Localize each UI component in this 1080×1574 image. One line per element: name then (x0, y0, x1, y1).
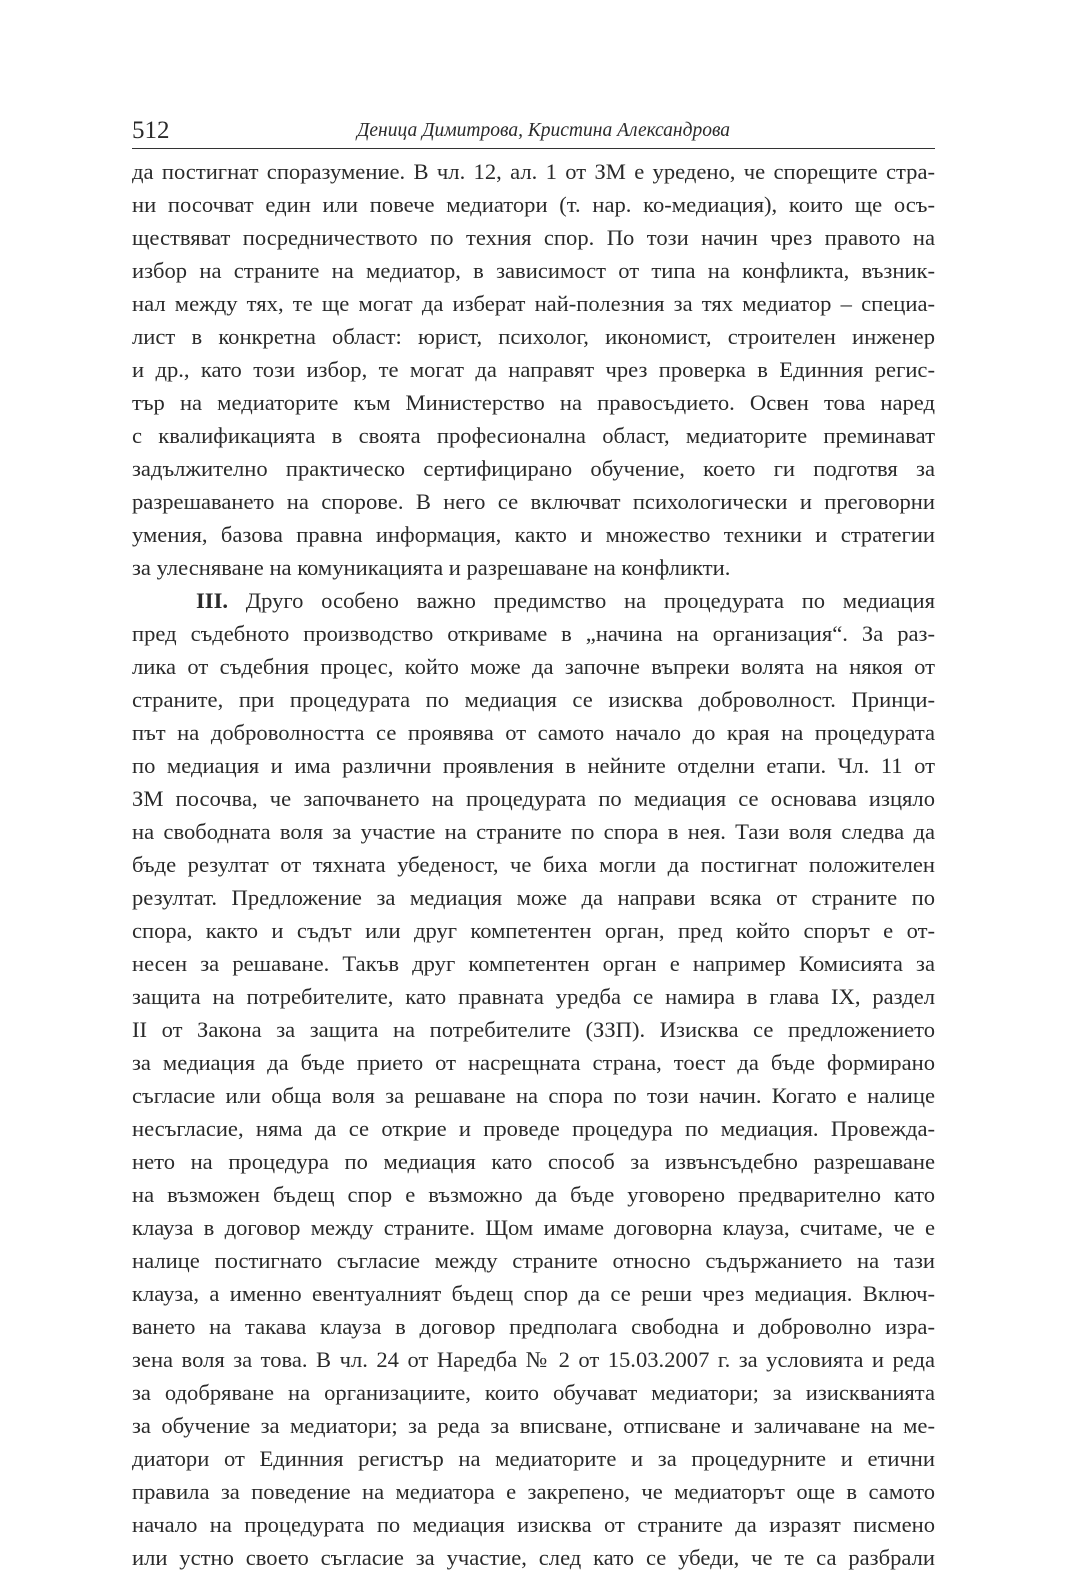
page-number: 512 (132, 117, 170, 144)
text-line: нето на процедура по медиация като способ за извънсъдебно разрешаване (132, 1149, 935, 1174)
text-line: на свободната воля за участие на страните по спора в нея. Тази воля следва да (132, 819, 935, 844)
text-line: разрешаването на спорове. В него се включват психологически и преговорни (132, 489, 935, 514)
text-line: ни посочват един или повече медиатори (т. нар. ко-медиация), които ще осъ- (132, 192, 935, 217)
text-line: ването на такава клауза в договор предполага свободна и доброволно изра- (132, 1314, 935, 1339)
text-line: с квалификацията в своята професионална област, медиаторите преминават (132, 423, 935, 448)
text-line: за медиация да бъде прието от насрещната страна, тоест да бъде формирано (132, 1050, 935, 1075)
text-line: клауза в договор между страните. Щом имаме договорна клауза, считаме, че е (132, 1215, 935, 1240)
text-line: за одобряване на организациите, които обучават медиатори; за изискванията (132, 1380, 935, 1405)
text-line: бъде резултат от тяхната убеденост, че биха могли да постигнат положителен (132, 852, 935, 877)
text-line: ЗМ посочва, че започването на процедурата по медиация се основава изцяло (132, 786, 935, 811)
text-line: път на доброволността се проявява от самото начало до края на процедурата (132, 720, 935, 745)
text-line: нал между тях, те ще могат да изберат най-полезния за тях медиатор – специа- (132, 291, 935, 316)
body-text (132, 155, 935, 1574)
text-line: по медиация и има различни проявления в нейните отделни етапи. Чл. 11 от (132, 753, 935, 778)
text-line: диатори от Единния регистър на медиаторите и за процедурните и етични (132, 1446, 935, 1471)
text-line: клауза, а именно евентуалният бъдещ спор да се реши чрез медиация. Включ- (132, 1281, 935, 1306)
section-numeral: III. (196, 588, 229, 613)
text-line: умения, базова правна информация, както и множество техники и стратегии (132, 522, 935, 547)
text-line: пред съдебното производство откриваме в „начина на организация“. За раз- (132, 621, 935, 646)
text-line: лист в конкретна област: юрист, психолог, икономист, строителен инженер (132, 324, 935, 349)
text-line: и др., като този избор, те могат да направят чрез проверка в Единния регис- (132, 357, 935, 382)
text-line: за обучение за медиатори; за реда за вписване, отписване и заличаване на ме- (132, 1413, 935, 1438)
text-line: защита на потребителите, като правната уредба се намира в глава IX, раздел (132, 984, 935, 1009)
text-line: или устно своето съгласие за участие, след като се убеди, че те са разбрали (132, 1545, 935, 1570)
text-line: страните, при процедурата по медиация се изисква доброволност. Принци- (132, 687, 935, 712)
text-line: съгласие или обща воля за решаване на спора по този начин. Когато е налице (132, 1083, 935, 1108)
text-line: зена воля за това. В чл. 24 от Наредба № 2 от 15.03.2007 г. за условията и реда (132, 1347, 935, 1372)
text-line: несен за решаване. Такъв друг компетентен орган е например Комисията за (132, 951, 935, 976)
text-line (132, 584, 935, 617)
text-line: несъгласие, няма да се открие и проведе процедура по медиация. Провежда- (132, 1116, 935, 1141)
text-line: за улесняване на комуникацията и разрешаване на конфликти. (132, 555, 731, 580)
text-line: избор на страните на медиатор, в зависимост от типа на конфликта, възник- (132, 258, 935, 283)
text-line: да постигнат споразумение. В чл. 12, ал. 1 от ЗМ е уредено, че спорещите стра- (132, 159, 935, 184)
document-page (132, 112, 935, 1574)
text-line: лика от съдебния процес, който може да започне въпреки волята на някоя от (132, 654, 935, 679)
text-line: тър на медиаторите към Министерство на правосъдието. Освен това наред (132, 390, 935, 415)
text-line: резултат. Предложение за медиация може да направи всяка от страните по (132, 885, 935, 910)
running-header (132, 112, 935, 149)
text-line: правила за поведение на медиатора е закрепено, че медиаторът още в самото (132, 1479, 935, 1504)
text-line: налице постигнато съгласие между страните относно съдържанието на тази (132, 1248, 935, 1273)
text-line: спора, както и съдът или друг компетентен орган, пред който спорът е от- (132, 918, 935, 943)
text-line: задължително практическо сертифицирано обучение, което ги подготвя за (132, 456, 935, 481)
text-line: на възможен бъдещ спор е възможно да бъде уговорено предварително като (132, 1182, 935, 1207)
text-line: II от Закона за защита на потребителите (ЗЗП). Изисква се предложението (132, 1017, 935, 1042)
text-line: ществяват посредничеството по техния спор. По този начин чрез правото на (132, 225, 935, 250)
paragraph-1 (132, 155, 935, 584)
paragraph-2 (132, 584, 935, 1574)
running-title: Деница Димитрова, Кристина Александрова (356, 120, 731, 141)
first-line-text: Друго особено важно предимство на процедурата по медиация (245, 588, 935, 613)
text-line: начало на процедурата по медиация изисква от страните да изразят писмено (132, 1512, 935, 1537)
